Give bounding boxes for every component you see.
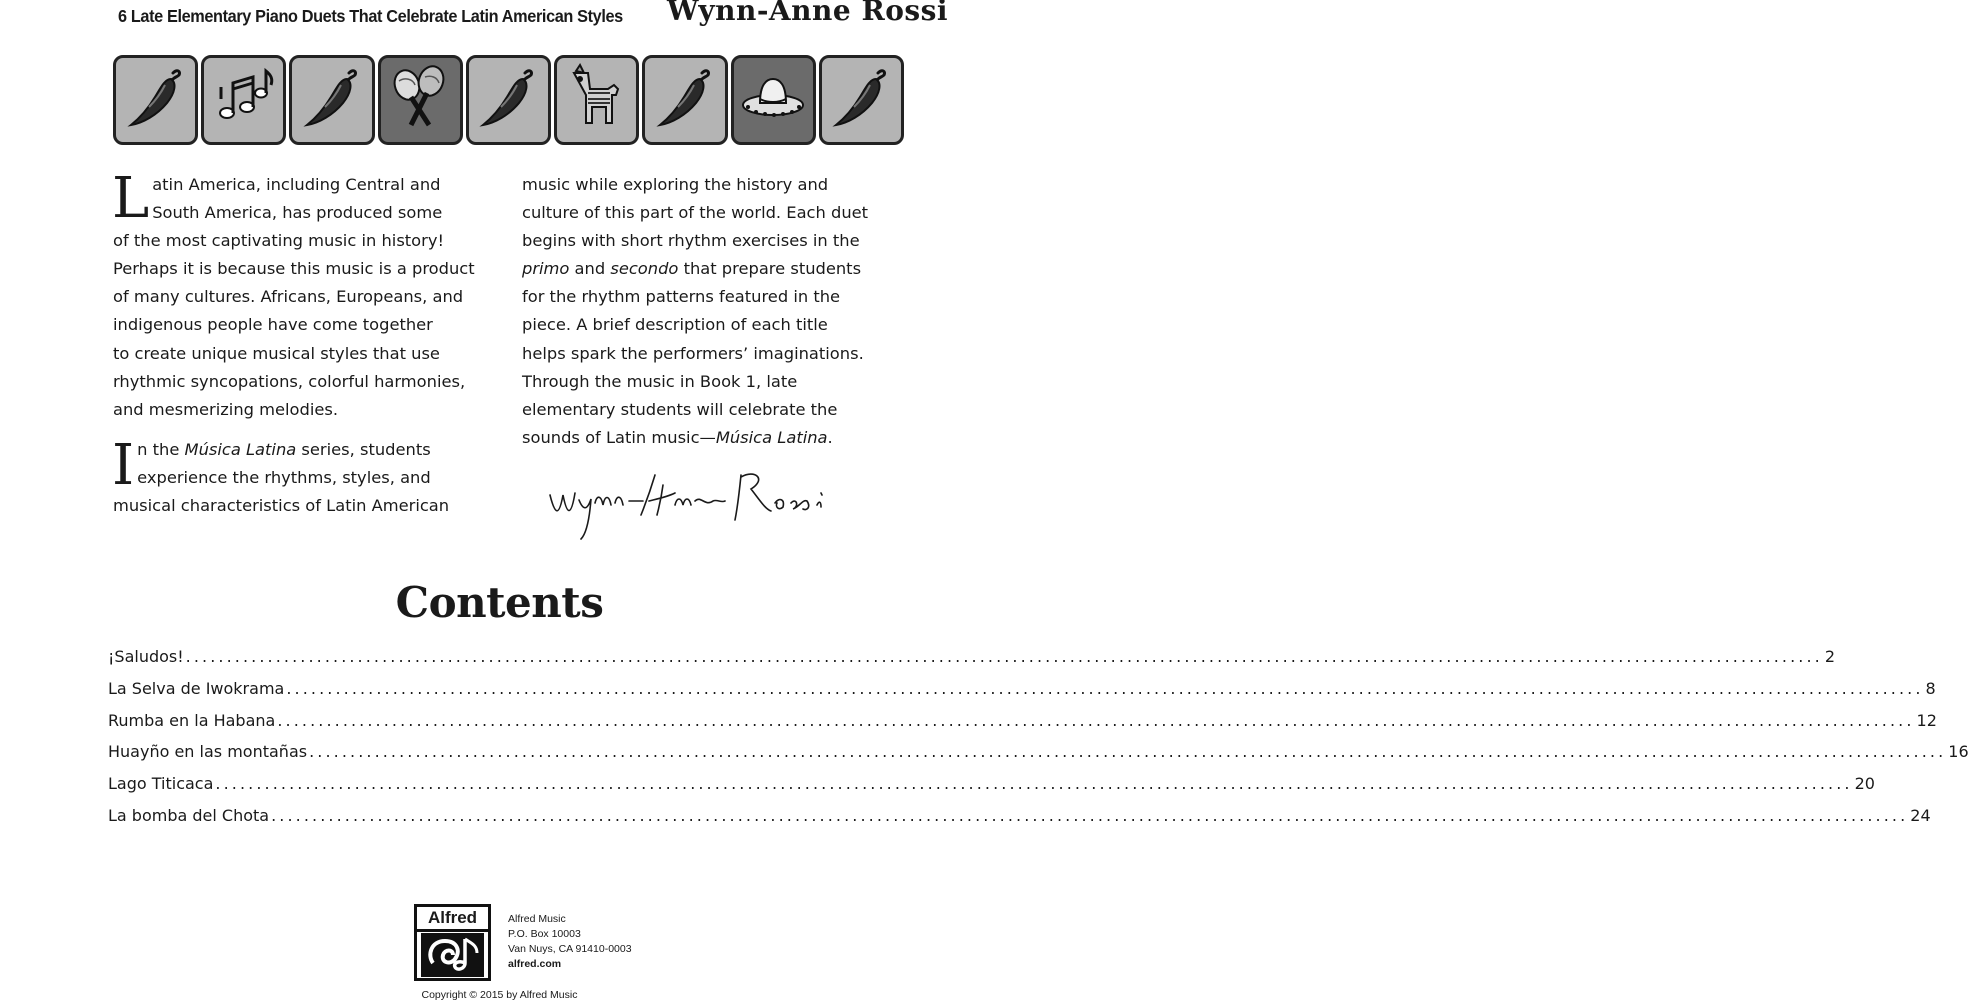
icon-tile — [289, 55, 374, 145]
publisher-box: P.O. Box 10003 — [508, 928, 581, 940]
icon-tile — [731, 55, 816, 145]
intro-left-column — [112, 166, 508, 532]
alfred-logo: Alfred — [414, 904, 491, 981]
toc-title: Huayño en las montañas — [108, 742, 308, 762]
text-line: experience the rhythms, styles, and — [137, 467, 431, 487]
text-line: Perhaps it is because this music is a product — [113, 259, 475, 279]
intro-right-column — [522, 171, 912, 464]
chili-pepper-icon — [826, 63, 896, 137]
text-line: of the most captivating music in history! — [113, 231, 444, 251]
text-line: music while exploring the history and — [522, 175, 829, 194]
toc-page-number: 24 — [1910, 805, 1931, 825]
intro-paragraph-2 — [112, 432, 508, 520]
author-name: Wynn-Anne Rossi — [667, 0, 949, 27]
icon-tile — [554, 55, 639, 145]
text-line: n the Música Latina series, students — [137, 439, 431, 459]
text-line: South America, has produced some — [152, 203, 443, 223]
toc-page-number: 20 — [1854, 774, 1875, 794]
toc-row — [108, 710, 1937, 743]
toc-row — [108, 774, 1875, 806]
publisher-city: Van Nuys, CA 91410-0003 — [508, 943, 632, 955]
icon-tile — [466, 55, 551, 145]
page-header — [0, 0, 999, 40]
text-line: culture of this part of the world. Each duet — [522, 203, 869, 223]
intro-paragraph-2-continued — [522, 171, 912, 452]
toc-leader-dots: ........................................................................................................................................................................................................ — [271, 805, 1909, 825]
chili-pepper-icon — [650, 63, 720, 137]
text-line: to create unique musical styles that use — [113, 343, 440, 363]
publisher-name: Alfred Music — [508, 913, 566, 925]
sombrero-icon — [738, 63, 808, 137]
text-line: of many cultures. Africans, Europeans, and — [113, 287, 464, 307]
text-line: piece. A brief description of each title — [522, 315, 828, 335]
icon-tile — [201, 55, 286, 145]
maracas-icon — [385, 63, 455, 137]
text-line: atin America, including Central and — [152, 175, 441, 194]
icon-tile — [378, 55, 463, 145]
publisher-address — [508, 912, 632, 972]
author-signature — [545, 455, 845, 545]
publisher-url: alfred.com — [508, 958, 562, 970]
alfred-music-mark-icon — [421, 933, 484, 977]
icon-tile — [642, 55, 727, 145]
icon-tile — [113, 55, 198, 145]
toc-title: Rumba en la Habana — [108, 710, 276, 730]
text-line: and mesmerizing melodies. — [113, 399, 339, 419]
toc-row — [108, 647, 1836, 679]
toc-title: Lago Titicaca — [108, 774, 214, 794]
text-line: rhythmic syncopations, colorful harmonies, — [113, 371, 466, 391]
chili-pepper-icon — [121, 63, 191, 137]
book-subtitle: 6 Late Elementary Piano Duets That Celebrate Latin American Styles — [118, 6, 623, 26]
chili-pepper-icon — [297, 63, 367, 137]
text-line: primo and secondo that prepare students — [522, 259, 862, 279]
table-of-contents — [108, 647, 1969, 838]
toc-leader-dots: ........................................................................................................................................................................................................ — [185, 647, 1823, 666]
toc-leader-dots: ........................................................................................................................................................................................................ — [286, 678, 1924, 698]
text-line: elementary students will celebrate the — [522, 399, 838, 419]
text-line: begins with short rhythm exercises in the — [522, 231, 860, 251]
toc-leader-dots: ........................................................................................................................................................................................................ — [277, 710, 1915, 730]
text-line: sounds of Latin music—Música Latina. — [522, 427, 833, 447]
icon-strip — [113, 55, 904, 145]
music-notes-icon — [209, 63, 279, 137]
text-line: Through the music in Book 1, late — [522, 371, 798, 391]
toc-page-number: 8 — [1925, 678, 1936, 698]
toc-leader-dots: ........................................................................................................................................................................................................ — [309, 742, 1947, 762]
toc-page-number: 16 — [1948, 742, 1969, 762]
toc-row — [108, 742, 1969, 774]
dropcap-l: L — [112, 166, 150, 231]
contents-heading: Contents — [395, 578, 604, 627]
toc-leader-dots: ........................................................................................................................................................................................................ — [215, 774, 1853, 794]
text-line: musical characteristics of Latin American — [113, 496, 450, 516]
toc-row — [108, 805, 1931, 838]
toc-page-number: 2 — [1824, 647, 1836, 666]
text-line: for the rhythm patterns featured in the — [522, 287, 841, 307]
chili-pepper-icon — [473, 63, 543, 137]
dropcap-i: I — [112, 432, 135, 498]
toc-row — [108, 678, 1936, 711]
toc-title: ¡Saludos! — [108, 647, 184, 666]
pinata-icon — [562, 63, 632, 137]
toc-title: La Selva de Iwokrama — [108, 678, 285, 698]
intro-paragraph-1 — [112, 166, 508, 424]
icon-tile — [819, 55, 904, 145]
text-line: indigenous people have come together — [113, 315, 433, 335]
toc-title: La bomba del Chota — [108, 805, 270, 825]
copyright-line: Copyright © 2015 by Alfred Music — [421, 989, 578, 1001]
toc-page-number: 12 — [1916, 710, 1937, 730]
text-line: helps spark the performers’ imaginations. — [522, 343, 864, 363]
